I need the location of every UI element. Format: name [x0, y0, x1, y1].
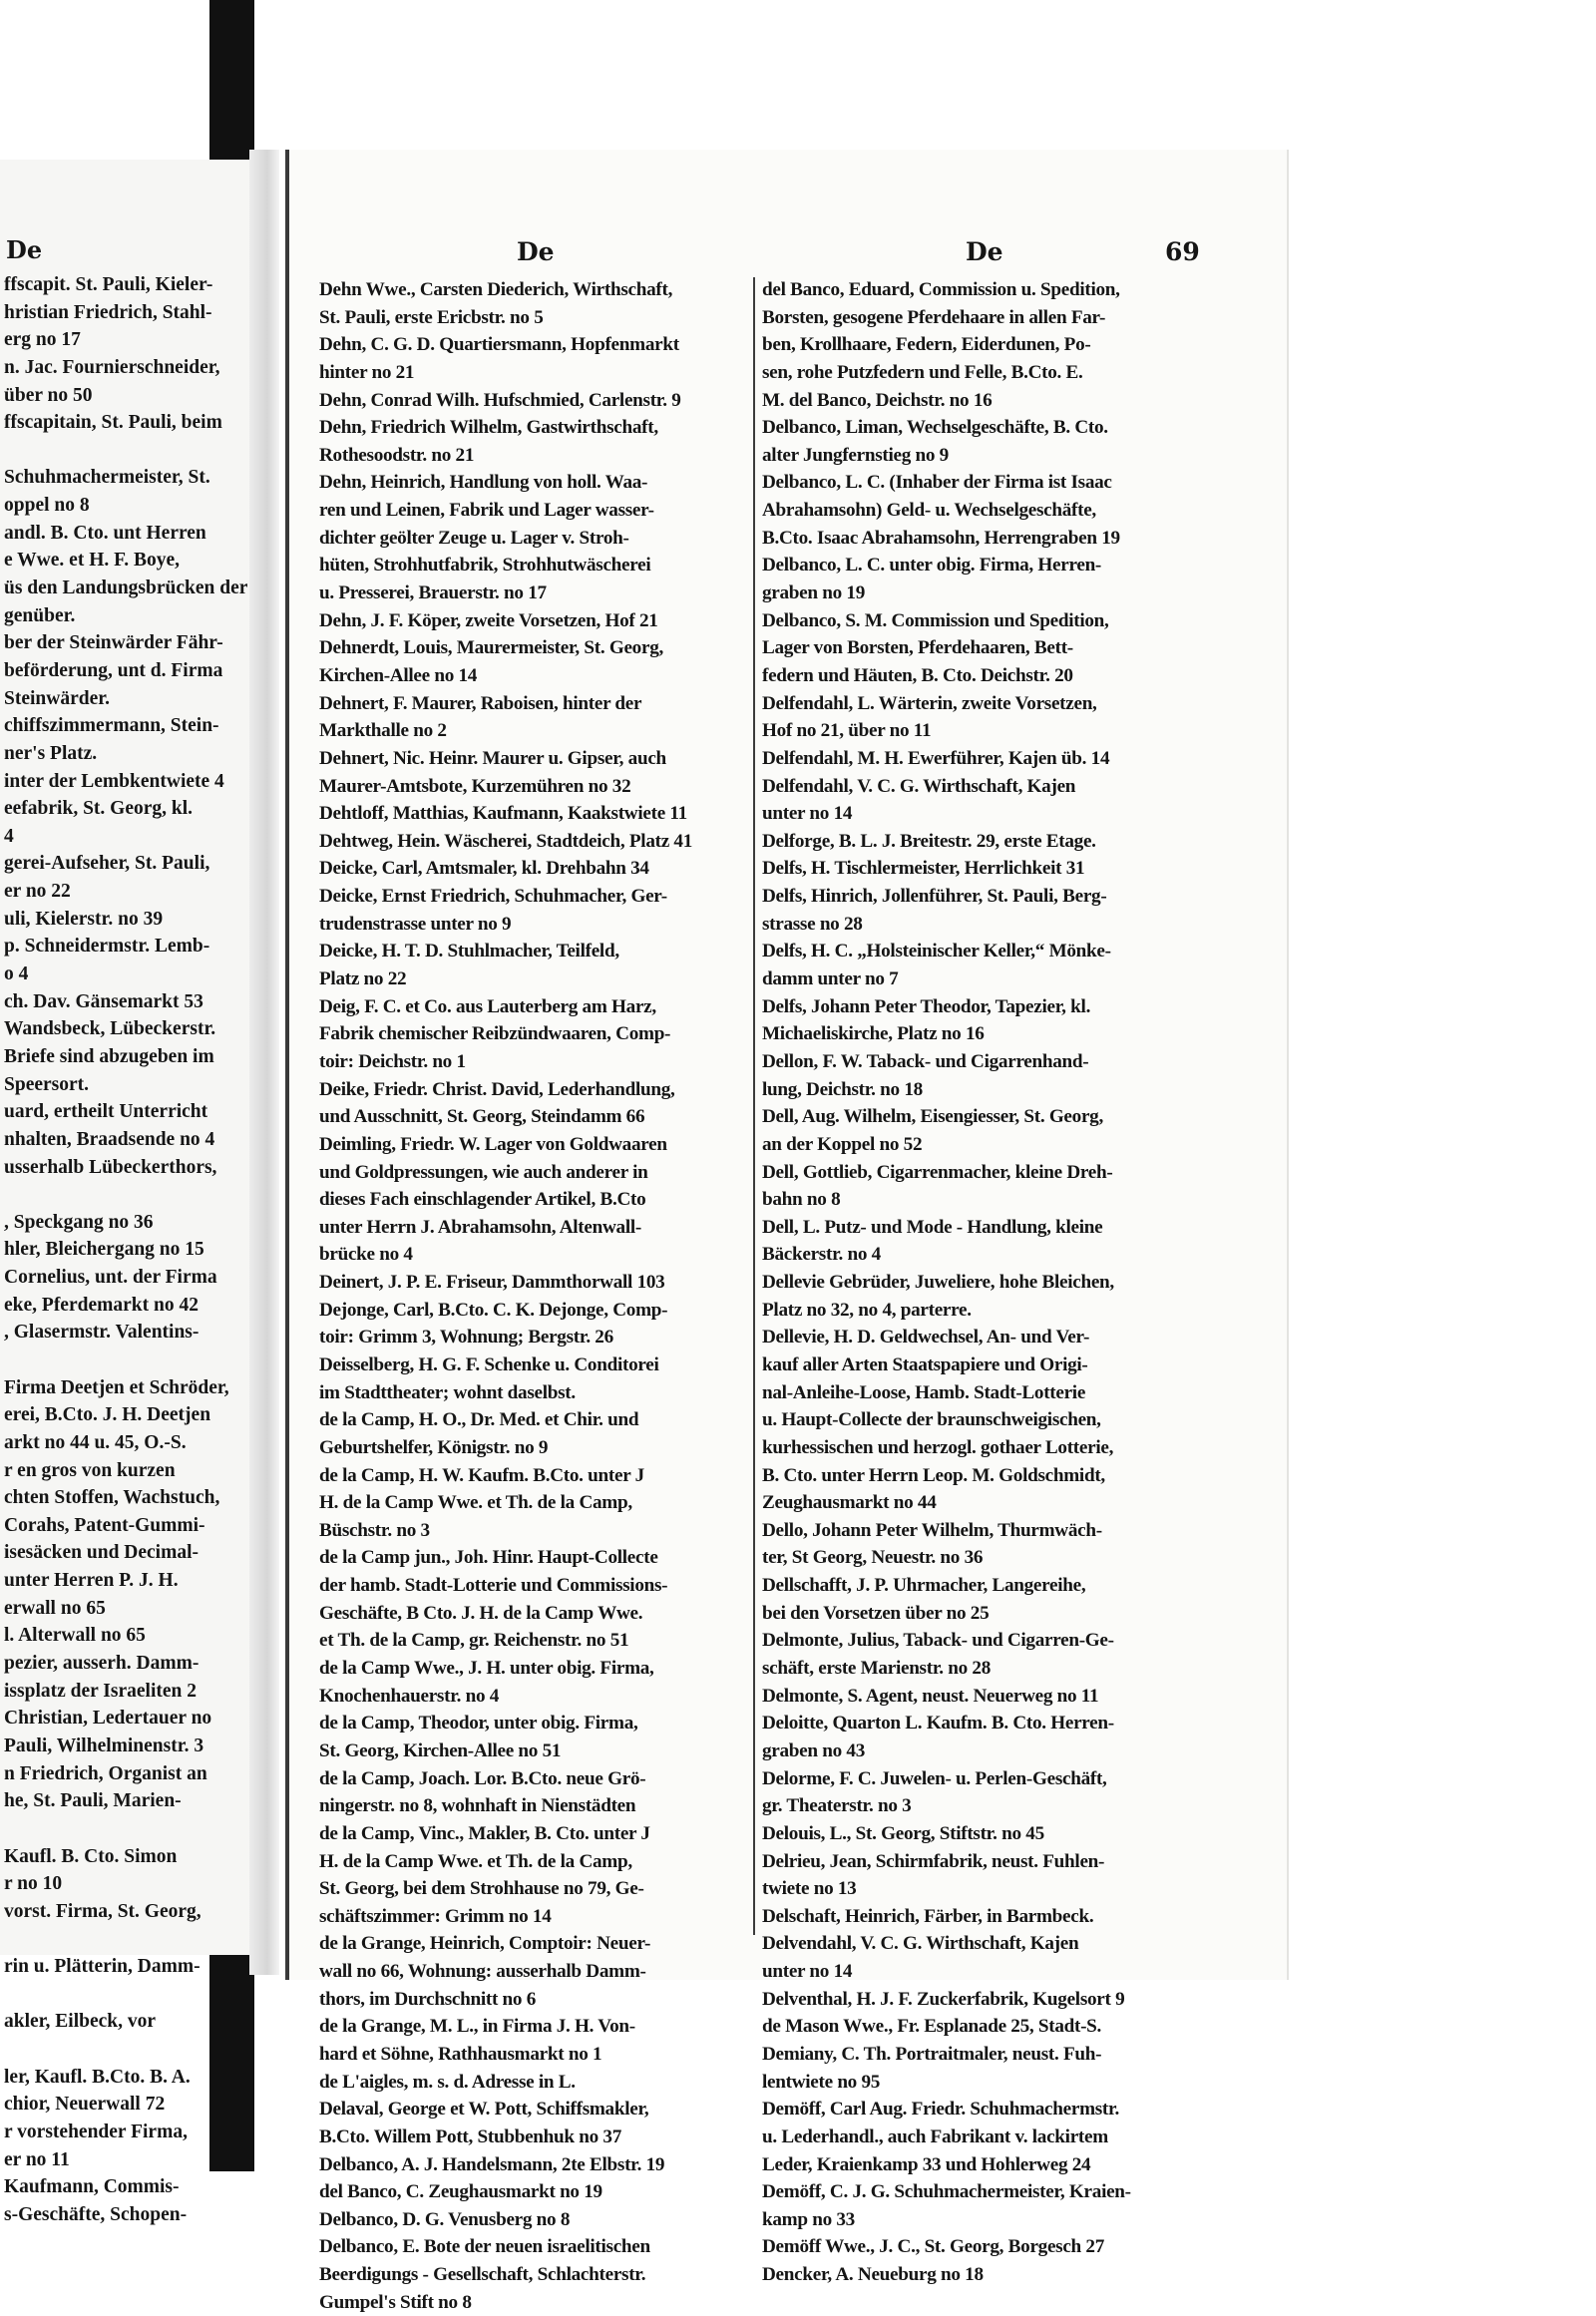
- entry-line: Delfs, Johann Peter Theodor, Tapezier, kl.: [762, 995, 1091, 1017]
- entry-line: Dehn, Friedrich Wilhelm, Gastwirthschaft,: [319, 417, 658, 439]
- entry-line: Dehnerdt, Louis, Maurermeister, St. Georg,: [319, 637, 663, 659]
- entry-line: Knochenhauerstr. no 4: [319, 1685, 500, 1707]
- entry-line: Dehnert, F. Maurer, Raboisen, hinter der: [319, 692, 642, 714]
- entry-line: Beerdigungs - Gesellschaft, Schlachterstr.: [319, 2264, 646, 2286]
- entry-line: Dell, L. Putz- und Mode - Handlung, kleine: [762, 1216, 1103, 1238]
- entry-line: de la Grange, Heinrich, Comptoir: Neuer-: [319, 1933, 651, 1955]
- entry-line: brücke no 4: [319, 1244, 413, 1266]
- entry-line: sen, rohe Putzfedern und Felle, B.Cto. E.: [762, 361, 1083, 383]
- entry-line: unter no 14: [762, 1961, 853, 1983]
- entry-line: und Goldpressungen, wie auch anderer in: [319, 1161, 648, 1183]
- entry-line: Dell, Aug. Wilhelm, Eisengiesser, St. Georg,: [762, 1106, 1103, 1128]
- entry-line: thors, im Durchschnitt no 6: [319, 1988, 537, 2010]
- fragment-line: er no 22: [4, 881, 71, 903]
- entry-line: Demöff, Carl Aug. Friedr. Schuhmachermstr.: [762, 2099, 1119, 2121]
- entry-line: de Mason Wwe., Fr. Esplanade 25, Stadt-S.: [762, 2016, 1102, 2038]
- fragment-line: n. Jac. Fournierschneider,: [4, 356, 220, 378]
- running-head-left: De: [517, 237, 555, 266]
- entry-line: u. Presserei, Brauerstr. no 17: [319, 582, 547, 604]
- entries-column-left: [319, 276, 746, 2316]
- entry-line: Delbanco, E. Bote der neuen israelitischen: [319, 2236, 650, 2258]
- entry-line: Delmonte, S. Agent, neust. Neuerweg no 11: [762, 1685, 1099, 1707]
- entry-line: unter no 14: [762, 803, 853, 825]
- entry-line: twiete no 13: [762, 1878, 857, 1900]
- fragment-line: e Wwe. et H. F. Boye,: [4, 550, 181, 572]
- entry-line: Demöff Wwe., J. C., St. Georg, Borgesch 27: [762, 2236, 1105, 2258]
- entry-line: lung, Deichstr. no 18: [762, 1078, 923, 1100]
- entry-line: Delbanco, L. C. (Inhaber der Firma ist Isaac: [762, 472, 1112, 494]
- fragment-line: Christian, Ledertauer no: [4, 1708, 212, 1730]
- entry-line: de la Grange, M. L., in Firma J. H. Von-: [319, 2016, 635, 2038]
- fragment-line: erwall no 65: [4, 1597, 106, 1619]
- entry-line: Delbanco, D. G. Venusberg no 8: [319, 2208, 571, 2230]
- entry-line: B.Cto. Isaac Abrahamsohn, Herrengraben 19: [762, 527, 1120, 549]
- fragment-line: r no 10: [4, 1873, 63, 1895]
- fragment-line: [4, 1347, 257, 1374]
- entry-line: St. Georg, Kirchen-Allee no 51: [319, 1739, 562, 1761]
- entry-line: Delmonte, Julius, Taback- und Cigarren-Ge-: [762, 1630, 1114, 1652]
- fragment-line: Kaufl. B. Cto. Simon: [4, 1845, 178, 1867]
- entry-line: Delbanco, L. C. unter obig. Firma, Herren-: [762, 555, 1102, 577]
- entry-line: Dehn, J. F. Köper, zweite Vorsetzen, Hof 21: [319, 609, 658, 631]
- entries-column-right: [762, 276, 1259, 2289]
- entry-line: Delfs, H. C. „Holsteinischer Keller,“ Mönke-: [762, 941, 1111, 963]
- fragment-line: eke, Pferdemarkt no 42: [4, 1294, 199, 1316]
- entry-line: Deimling, Friedr. W. Lager von Goldwaaren: [319, 1133, 667, 1155]
- entry-line: Dehn, C. G. D. Quartiersmann, Hopfenmarkt: [319, 334, 679, 356]
- fragment-line: hler, Bleichergang no 15: [4, 1239, 204, 1261]
- fragment-line: [4, 1981, 257, 2009]
- fragment-line: n Friedrich, Organist an: [4, 1762, 207, 1784]
- entry-line: Platz no 32, no 4, parterre.: [762, 1299, 972, 1321]
- entry-line: Michaeliskirche, Platz no 16: [762, 1023, 985, 1045]
- entry-line: Demöff, C. J. G. Schuhmachermeister, Kraien-: [762, 2181, 1131, 2203]
- entry-line: Delbanco, A. J. Handelsmann, 2te Elbstr. 19: [319, 2153, 665, 2175]
- entry-line: schäftszimmer: Grimm no 14: [319, 1905, 552, 1927]
- entry-line: Delouis, L., St. Georg, Stiftstr. no 45: [762, 1822, 1044, 1844]
- entry-line: Geburtshelfer, Königstr. no 9: [319, 1436, 549, 1458]
- entry-line: Deicke, H. T. D. Stuhlmacher, Teilfeld,: [319, 941, 619, 963]
- entry-line: strasse no 28: [762, 913, 863, 935]
- entry-line: trudenstrasse unter no 9: [319, 913, 512, 935]
- entry-line: Deig, F. C. et Co. aus Lauterberg am Harz,: [319, 995, 656, 1017]
- page-number: 69: [1165, 237, 1200, 266]
- entry-line: de la Camp, Vinc., Makler, B. Cto. unter J: [319, 1822, 650, 1844]
- entry-line: Bäckerstr. no 4: [762, 1244, 881, 1266]
- fragment-line: beförderung, unt d. Firma: [4, 659, 223, 681]
- entry-line: ben, Krollhaare, Federn, Eiderdunen, Po-: [762, 334, 1091, 356]
- entry-line: Deisselberg, H. G. F. Schenke u. Conditorei: [319, 1353, 659, 1375]
- fragment-line: s-Geschäfte, Schopen-: [4, 2203, 188, 2225]
- entry-line: Dehn, Conrad Wilh. Hufschmied, Carlenstr. 9: [319, 389, 681, 411]
- entry-line: St. Georg, bei dem Strohhause no 79, Ge-: [319, 1878, 644, 1900]
- fragment-line: arkt no 44 u. 45, O.-S.: [4, 1431, 187, 1453]
- directory-page: [285, 150, 1289, 2313]
- fragment-line: [4, 1815, 257, 1843]
- fragment-line: Kaufmann, Commis-: [4, 2176, 180, 2198]
- fragment-line: chior, Neuerwall 72: [4, 2094, 166, 2116]
- fragment-line: isesäcken und Decimal-: [4, 1542, 199, 1564]
- fragment-line: [4, 437, 257, 465]
- fragment-line: Cornelius, unt. der Firma: [4, 1267, 217, 1289]
- entry-line: Büschstr. no 3: [319, 1519, 430, 1541]
- fragment-line: [4, 1181, 257, 1209]
- entry-line: Delfendahl, M. H. Ewerführer, Kajen üb. 14: [762, 747, 1110, 769]
- fragment-line: oppel no 8: [4, 495, 90, 517]
- fragment-line: , Speckgang no 36: [4, 1211, 154, 1233]
- entry-line: Dello, Johann Peter Wilhelm, Thurmwäch-: [762, 1519, 1102, 1541]
- entry-line: Deloitte, Quarton L. Kaufm. B. Cto. Herren-: [762, 1713, 1114, 1735]
- fragment-line: ffscapitain, St. Pauli, beim: [4, 412, 222, 434]
- entry-line: Delforge, B. L. J. Breitestr. 29, erste Etage.: [762, 830, 1096, 852]
- fragment-line: r vorstehender Firma,: [4, 2121, 188, 2142]
- entry-line: Delaval, George et W. Pott, Schiffsmakler,: [319, 2099, 649, 2121]
- fragment-line: inter der Lembkentwiete 4: [4, 770, 224, 792]
- fragment-line: he, St. Pauli, Marien-: [4, 1790, 182, 1812]
- fragment-line: Steinwärder.: [4, 687, 110, 709]
- entry-line: hüten, Strohhutfabrik, Strohhutwäscherei: [319, 555, 651, 577]
- entry-line: toir: Deichstr. no 1: [319, 1050, 466, 1072]
- fragment-line: gerei-Aufseher, St. Pauli,: [4, 853, 210, 875]
- entry-line: Hof no 21, über no 11: [762, 720, 932, 742]
- entry-line: Delventhal, H. J. F. Zuckerfabrik, Kugelsort 9: [762, 1988, 1125, 2010]
- entry-line: unter Herrn J. Abrahamsohn, Altenwall-: [319, 1216, 641, 1238]
- entry-line: Dehtweg, Hein. Wäscherei, Stadtdeich, Platz 41: [319, 830, 692, 852]
- entry-line: hard et Söhne, Rathhausmarkt no 1: [319, 2044, 602, 2065]
- fragment-line: nhalten, Braadsende no 4: [4, 1128, 215, 1150]
- gutter-rule: [285, 150, 289, 1980]
- entry-line: H. de la Camp Wwe. et Th. de la Camp,: [319, 1850, 632, 1872]
- entry-line: ren und Leinen, Fabrik und Lager wasser-: [319, 500, 654, 522]
- fragment-line: r en gros von kurzen: [4, 1459, 176, 1481]
- entry-line: Deike, Friedr. Christ. David, Lederhandlung,: [319, 1078, 675, 1100]
- fragment-line: Firma Deetjen et Schröder,: [4, 1376, 229, 1398]
- entry-line: Delrieu, Jean, Schirmfabrik, neust. Fuhlen-: [762, 1850, 1105, 1872]
- fragment-line: ner's Platz.: [4, 742, 98, 764]
- entry-line: im Stadttheater; wohnt daselbst.: [319, 1381, 576, 1403]
- fragment-line: ber der Steinwärder Fähr-: [4, 632, 223, 654]
- entry-line: Zeughausmarkt no 44: [762, 1492, 937, 1514]
- entry-line: Delfs, H. Tischlermeister, Herrlichkeit 31: [762, 858, 1085, 880]
- fragment-line: uard, ertheilt Unterricht: [4, 1101, 208, 1123]
- entry-line: u. Lederhandl., auch Fabrikant v. lackirtem: [762, 2125, 1108, 2147]
- entry-line: Markthalle no 2: [319, 720, 447, 742]
- entry-line: Dehtloff, Matthias, Kaufmann, Kaakstwiete 11: [319, 803, 687, 825]
- entry-line: Maurer-Amtsbote, Kurzemühren no 32: [319, 775, 631, 797]
- fragment-line: erei, B.Cto. J. H. Deetjen: [4, 1404, 211, 1426]
- entry-line: Fabrik chemischer Reibzündwaaren, Comp-: [319, 1023, 671, 1045]
- entry-line: hinter no 21: [319, 361, 415, 383]
- entry-line: Abrahamsohn) Geld- u. Wechselgeschäfte,: [762, 500, 1096, 522]
- page-header: [285, 237, 1287, 273]
- binding-strip-top: [209, 0, 254, 160]
- fragment-line: issplatz der Israeliten 2: [4, 1680, 198, 1702]
- entry-line: kurhessischen und herzogl. gothaer Lotterie,: [762, 1436, 1114, 1458]
- entry-line: lentwiete no 95: [762, 2071, 881, 2093]
- entry-line: Dellschafft, J. P. Uhrmacher, Langereihe,: [762, 1575, 1086, 1597]
- entry-line: H. de la Camp Wwe. et Th. de la Camp,: [319, 1492, 632, 1514]
- entry-line: Leder, Kraienkamp 33 und Hohlerweg 24: [762, 2153, 1091, 2175]
- entry-line: Borsten, gesogene Pferdehaare in allen Far-: [762, 306, 1106, 328]
- left-page-lines: [4, 271, 257, 2228]
- previous-page-fragment: [0, 160, 257, 2225]
- entry-line: kauf aller Arten Staatspapiere und Origi-: [762, 1353, 1088, 1375]
- entry-line: dieses Fach einschlagender Artikel, B.Cto: [319, 1189, 646, 1211]
- fragment-line: üs den Landungsbrücken der: [4, 578, 248, 599]
- fragment-line: ler, Kaufl. B.Cto. B. A.: [4, 2066, 191, 2088]
- entry-line: u. Haupt-Collecte der braunschweigischen,: [762, 1409, 1101, 1431]
- fragment-line: vorst. Firma, St. Georg,: [4, 1900, 201, 1922]
- entry-line: Delfendahl, V. C. G. Wirthschaft, Kajen: [762, 775, 1076, 797]
- fragment-line: Corahs, Patent-Gummi-: [4, 1514, 205, 1536]
- fragment-line: o 4: [4, 964, 29, 985]
- entry-line: de L'aigles, m. s. d. Adresse in L.: [319, 2071, 576, 2093]
- fragment-line: uli, Kielerstr. no 39: [4, 908, 164, 930]
- left-page-header: De: [6, 235, 43, 264]
- fragment-line: ffscapit. St. Pauli, Kieler-: [4, 274, 213, 295]
- entry-line: nal-Anleihe-Loose, Hamb. Stadt-Lotterie: [762, 1381, 1086, 1403]
- entry-line: Deicke, Carl, Amtsmaler, kl. Drehbahn 34: [319, 858, 649, 880]
- entry-line: wall no 66, Wohnung: ausserhalb Damm-: [319, 1961, 646, 1983]
- entry-line: und Ausschnitt, St. Georg, Steindamm 66: [319, 1106, 645, 1128]
- entry-line: Demiany, C. Th. Portraitmaler, neust. Fuh-: [762, 2044, 1102, 2065]
- entry-line: Dellon, F. W. Taback- und Cigarrenhand-: [762, 1050, 1089, 1072]
- fragment-line: hristian Friedrich, Stahl-: [4, 301, 212, 323]
- entry-line: Geschäfte, B Cto. J. H. de la Camp Wwe.: [319, 1602, 643, 1624]
- entry-line: Delorme, F. C. Juwelen- u. Perlen-Geschäft,: [762, 1767, 1107, 1789]
- fragment-line: Briefe sind abzugeben im: [4, 1045, 214, 1067]
- fragment-line: genüber.: [4, 604, 76, 626]
- fragment-line: chiffszimmermann, Stein-: [4, 715, 219, 737]
- fragment-line: unter Herren P. J. H.: [4, 1570, 179, 1592]
- column-divider: [753, 277, 755, 1935]
- entry-line: de la Camp, H. W. Kaufm. B.Cto. unter J: [319, 1464, 644, 1486]
- fragment-line: usserhalb Lübeckerthors,: [4, 1156, 217, 1178]
- entry-line: Dehn Wwe., Carsten Diederich, Wirthschaft,: [319, 279, 673, 300]
- fragment-line: p. Schneidermstr. Lemb-: [4, 936, 210, 958]
- fragment-line: [4, 2036, 257, 2064]
- page-gutter: [249, 150, 279, 1975]
- fragment-line: Schuhmachermeister, St.: [4, 467, 210, 489]
- entry-line: schäft, erste Marienstr. no 28: [762, 1658, 992, 1680]
- fragment-line: Speersort.: [4, 1073, 90, 1095]
- entry-line: ningerstr. no 8, wohnhaft in Nienstädten: [319, 1795, 636, 1817]
- entry-line: M. del Banco, Deichstr. no 16: [762, 389, 993, 411]
- entry-line: Dencker, A. Neueburg no 18: [762, 2264, 984, 2286]
- entry-line: ter, St Georg, Neuestr. no 36: [762, 1547, 984, 1569]
- entry-line: St. Pauli, erste Ericbstr. no 5: [319, 306, 544, 328]
- entry-line: Rothesoodstr. no 21: [319, 444, 475, 466]
- entry-line: Dellevie Gebrüder, Juweliere, hohe Bleichen,: [762, 1272, 1114, 1294]
- fragment-line: pezier, ausserh. Damm-: [4, 1653, 200, 1675]
- entry-line: toir: Grimm 3, Wohnung; Bergstr. 26: [319, 1327, 613, 1349]
- entry-line: alter Jungfernstieg no 9: [762, 444, 949, 466]
- entry-line: kamp no 33: [762, 2208, 855, 2230]
- entry-line: Delfendahl, L. Wärterin, zweite Vorsetzen,: [762, 692, 1097, 714]
- entry-line: del Banco, Eduard, Commission u. Spedition,: [762, 279, 1120, 300]
- entry-line: Gumpel's Stift no 8: [319, 2291, 472, 2313]
- entry-line: del Banco, C. Zeughausmarkt no 19: [319, 2181, 602, 2203]
- fragment-line: erg no 17: [4, 329, 81, 351]
- entry-line: Kirchen-Allee no 14: [319, 664, 478, 686]
- fragment-line: rin u. Plätterin, Damm-: [4, 1956, 200, 1978]
- fragment-line: andl. B. Cto. unt Herren: [4, 522, 206, 544]
- entry-line: Dehn, Heinrich, Handlung von holl. Waa-: [319, 472, 648, 494]
- fragment-line: chten Stoffen, Wachstuch,: [4, 1487, 220, 1509]
- entry-line: damm unter no 7: [762, 968, 899, 990]
- fragment-line: 4: [4, 825, 14, 847]
- fragment-line: eefabrik, St. Georg, kl.: [4, 798, 194, 820]
- entry-line: Lager von Borsten, Pferdehaaren, Bett-: [762, 637, 1073, 659]
- entry-line: dichter geölter Zeuge u. Lager v. Stroh-: [319, 527, 629, 549]
- fragment-line: Wandsbeck, Lübeckerstr.: [4, 1018, 216, 1040]
- entry-line: Dehnert, Nic. Heinr. Maurer u. Gipser, auch: [319, 747, 666, 769]
- entry-line: Deinert, J. P. E. Friseur, Dammthorwall 103: [319, 1272, 665, 1294]
- entry-line: bei den Vorsetzen über no 25: [762, 1602, 990, 1624]
- entry-line: Delbanco, S. M. Commission und Spedition,: [762, 609, 1109, 631]
- entry-line: Deicke, Ernst Friedrich, Schuhmacher, Ger-: [319, 886, 667, 908]
- entry-line: de la Camp jun., Joh. Hinr. Haupt-Collecte: [319, 1547, 658, 1569]
- entry-line: Dell, Gottlieb, Cigarrenmacher, kleine Dreh-: [762, 1161, 1113, 1183]
- entry-line: Dejonge, Carl, B.Cto. C. K. Dejonge, Comp-: [319, 1299, 668, 1321]
- running-head-right: De: [966, 237, 1003, 266]
- fragment-line: ch. Dav. Gänsemarkt 53: [4, 990, 203, 1012]
- entry-line: Delfs, Hinrich, Jollenführer, St. Pauli, Berg-: [762, 886, 1107, 908]
- entry-line: B.Cto. Willem Pott, Stubbenhuk no 37: [319, 2125, 622, 2147]
- fragment-line: Pauli, Wilhelminenstr. 3: [4, 1735, 204, 1756]
- entry-line: Delschaft, Heinrich, Färber, in Barmbeck.: [762, 1905, 1094, 1927]
- entry-line: gr. Theaterstr. no 3: [762, 1795, 912, 1817]
- entry-line: de la Camp, H. O., Dr. Med. et Chir. und: [319, 1409, 639, 1431]
- fragment-line: l. Alterwall no 65: [4, 1625, 146, 1647]
- entry-line: Platz no 22: [319, 968, 407, 990]
- entry-line: bahn no 8: [762, 1189, 841, 1211]
- entry-line: B. Cto. unter Herrn Leop. M. Goldschmidt,: [762, 1464, 1105, 1486]
- entry-line: federn und Häuten, B. Cto. Deichstr. 20: [762, 664, 1073, 686]
- entry-line: et Th. de la Camp, gr. Reichenstr. no 51: [319, 1630, 629, 1652]
- entry-line: Dellevie, H. D. Geldwechsel, An- und Ver-: [762, 1327, 1090, 1349]
- entry-line: de la Camp Wwe., J. H. unter obig. Firma,: [319, 1658, 654, 1680]
- entry-line: de la Camp, Joach. Lor. B.Cto. neue Grö-: [319, 1767, 646, 1789]
- fragment-line: über no 50: [4, 384, 93, 406]
- fragment-line: er no 11: [4, 2148, 70, 2170]
- entry-line: de la Camp, Theodor, unter obig. Firma,: [319, 1713, 638, 1735]
- entry-line: an der Koppel no 52: [762, 1133, 923, 1155]
- entry-line: graben no 19: [762, 582, 866, 604]
- entry-line: der hamb. Stadt-Lotterie und Commissions-: [319, 1575, 668, 1597]
- entry-line: Delvendahl, V. C. G. Wirthschaft, Kajen: [762, 1933, 1079, 1955]
- fragment-line: akler, Eilbeck, vor: [4, 2011, 157, 2033]
- fragment-line: , Glasermstr. Valentins-: [4, 1322, 200, 1344]
- fragment-line: [4, 1925, 257, 1953]
- entry-line: Delbanco, Liman, Wechselgeschäfte, B. Cto.: [762, 417, 1108, 439]
- entry-line: graben no 43: [762, 1739, 866, 1761]
